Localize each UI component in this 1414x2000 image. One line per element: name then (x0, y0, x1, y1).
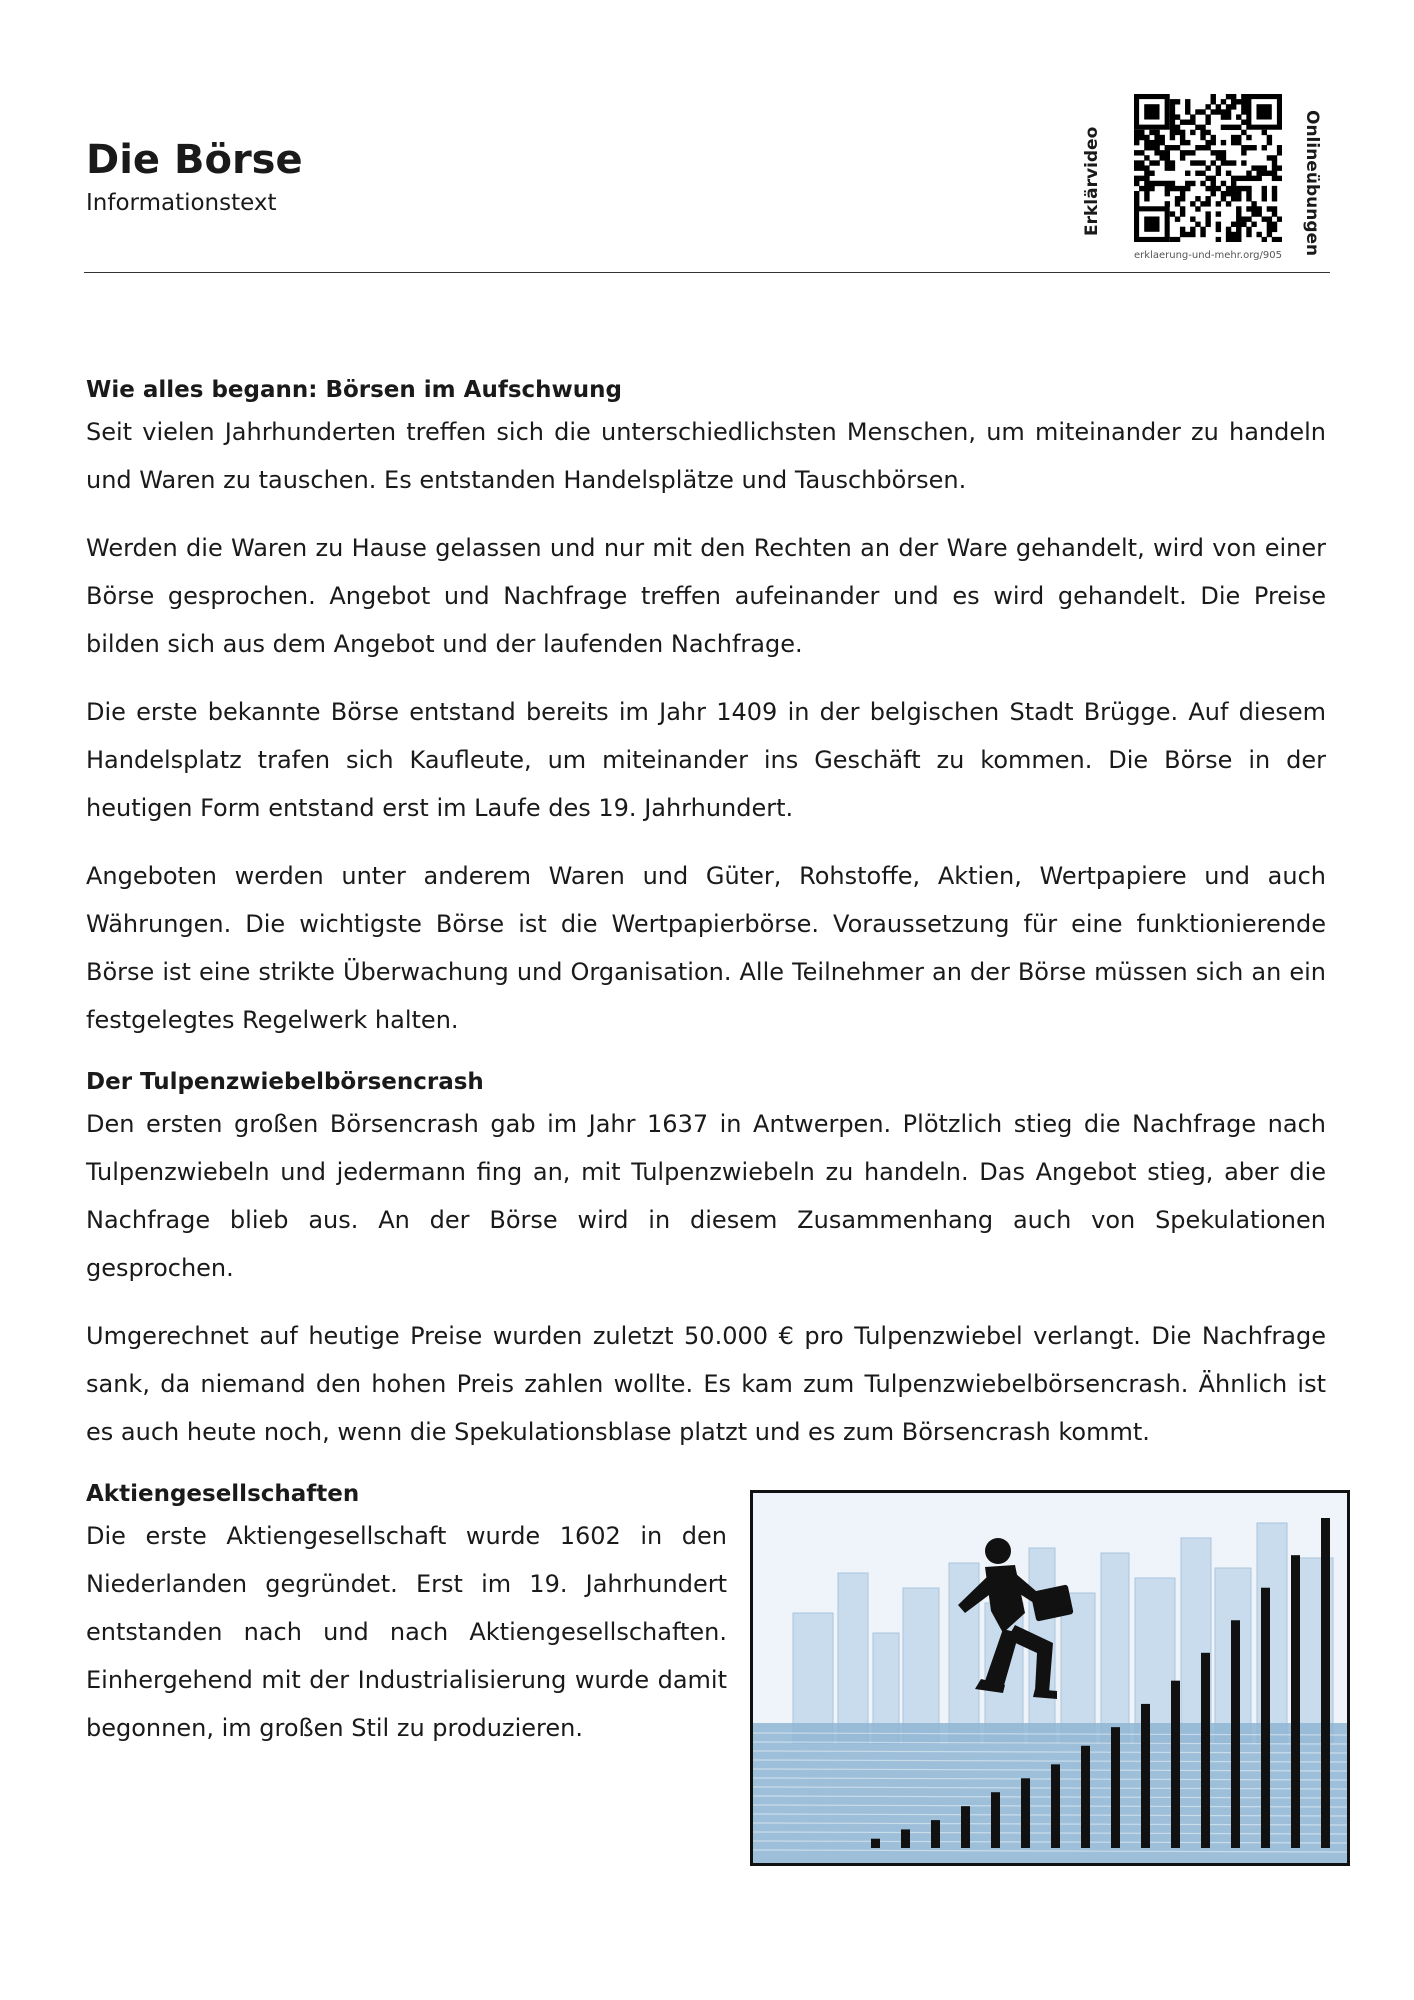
section-tulip-crash (86, 1064, 1326, 1456)
paragraph: Seit vielen Jahrhunderten treffen sich die unterschiedlichsten Menschen, um miteinander zu handeln und Waren zu tauschen. Es entstanden Handelsplätze und Tauschbörsen. (86, 418, 1326, 494)
paragraph: Die erste Aktiengesellschaft wurde 1602 in den Niederlanden gegründet. Erst im 19. Jahrhundert entstanden nach und nach Aktiengesellschaften. Einhergehend mit der Industrialisierung wurde damit begonnen, im großen Stil zu produzieren. (86, 1522, 727, 1742)
section-heading: Aktiengesellschaften (86, 1481, 360, 1507)
chart-bar (901, 1829, 910, 1848)
paragraph: Umgerechnet auf heutige Preise wurden zuletzt 50.000 € pro Tulpenzwiebel verlangt. Die Nachfrage sank, da niemand den hohen Preis zahlen wollte. Es kam zum Tulpenzwiebelbörsencrash. Ähnlich ist es auch heute noch, wenn die Spekulationsblase platzt und es zum Börsencrash kommt. (86, 1322, 1326, 1446)
chart-bar (1141, 1704, 1150, 1848)
chart-bar (1021, 1778, 1030, 1848)
illustration-businessman-rising-bars (750, 1490, 1350, 1866)
section-heading: Der Tulpenzwiebelbörsencrash (86, 1069, 484, 1095)
online-exercises-label: Onlineübungen (1302, 110, 1322, 257)
chart-bar (1231, 1620, 1240, 1848)
chart-bar (871, 1839, 880, 1848)
skyline-building (1061, 1593, 1095, 1743)
chart-bar (1261, 1588, 1270, 1848)
paragraph: Die erste bekannte Börse entstand bereits im Jahr 1409 in der belgischen Stadt Brügge. Auf diesem Handelsplatz trafen sich Kaufleute, um miteinander ins Geschäft zu kommen. Die Börse in der heutigen Form entstand erst im Laufe des 19. Jahrhundert. (86, 698, 1326, 822)
chart-bar (961, 1806, 970, 1848)
chart-bar (1291, 1555, 1300, 1848)
section-heading: Wie alles begann: Börsen im Aufschwung (86, 377, 622, 403)
chart-bar (991, 1792, 1000, 1848)
page-title: Die Börse (86, 137, 303, 183)
illustration-graphic (753, 1493, 1347, 1863)
paragraph: Werden die Waren zu Hause gelassen und nur mit den Rechten an der Ware gehandelt, wird von einer Börse gesprochen. Angebot und Nachfrage treffen aufeinander und es wird gehandelt. Die Preise bilden sich aus dem Angebot und der laufenden Nachfrage. (86, 534, 1326, 658)
chart-bar (1171, 1681, 1180, 1848)
paragraph: Den ersten großen Börsencrash gab im Jahr 1637 in Antwerpen. Plötzlich stieg die Nachfrage nach Tulpenzwiebeln und jedermann fing an, mit Tulpenzwiebeln zu handeln. Das Angebot stieg, aber die Nachfrage blieb aus. An der Börse wird in diesem Zusammenhang auch von Spekulationen gesprochen. (86, 1110, 1326, 1282)
chart-bar (1111, 1727, 1120, 1848)
qr-code-icon[interactable] (1134, 94, 1282, 242)
chart-bar (1201, 1653, 1210, 1848)
header-divider (84, 272, 1330, 273)
qr-url: erklaerung-und-mehr.org/905 (1134, 250, 1282, 261)
page-subtitle: Informationstext (86, 190, 277, 216)
chart-bar (1081, 1746, 1090, 1848)
section-origins (86, 372, 1326, 1044)
skyline-building (1101, 1553, 1129, 1743)
skyline-building (838, 1573, 868, 1743)
chart-bar (1321, 1518, 1330, 1848)
chart-bar (931, 1820, 940, 1848)
paragraph: Angeboten werden unter anderem Waren und Güter, Rohstoffe, Aktien, Wertpapiere und auch Währungen. Die wichtigste Börse ist die Wertpapierbörse. Voraussetzung für eine funktionierende Börse ist eine strikte Überwachung und Organisation. Alle Teilnehmer an der Börse müssen sich an ein festgelegtes Regelwerk halten. (86, 862, 1326, 1034)
chart-bar (1051, 1764, 1060, 1848)
explainer-video-label: Erklärvideo (1082, 126, 1102, 236)
skyline-building (903, 1588, 939, 1743)
